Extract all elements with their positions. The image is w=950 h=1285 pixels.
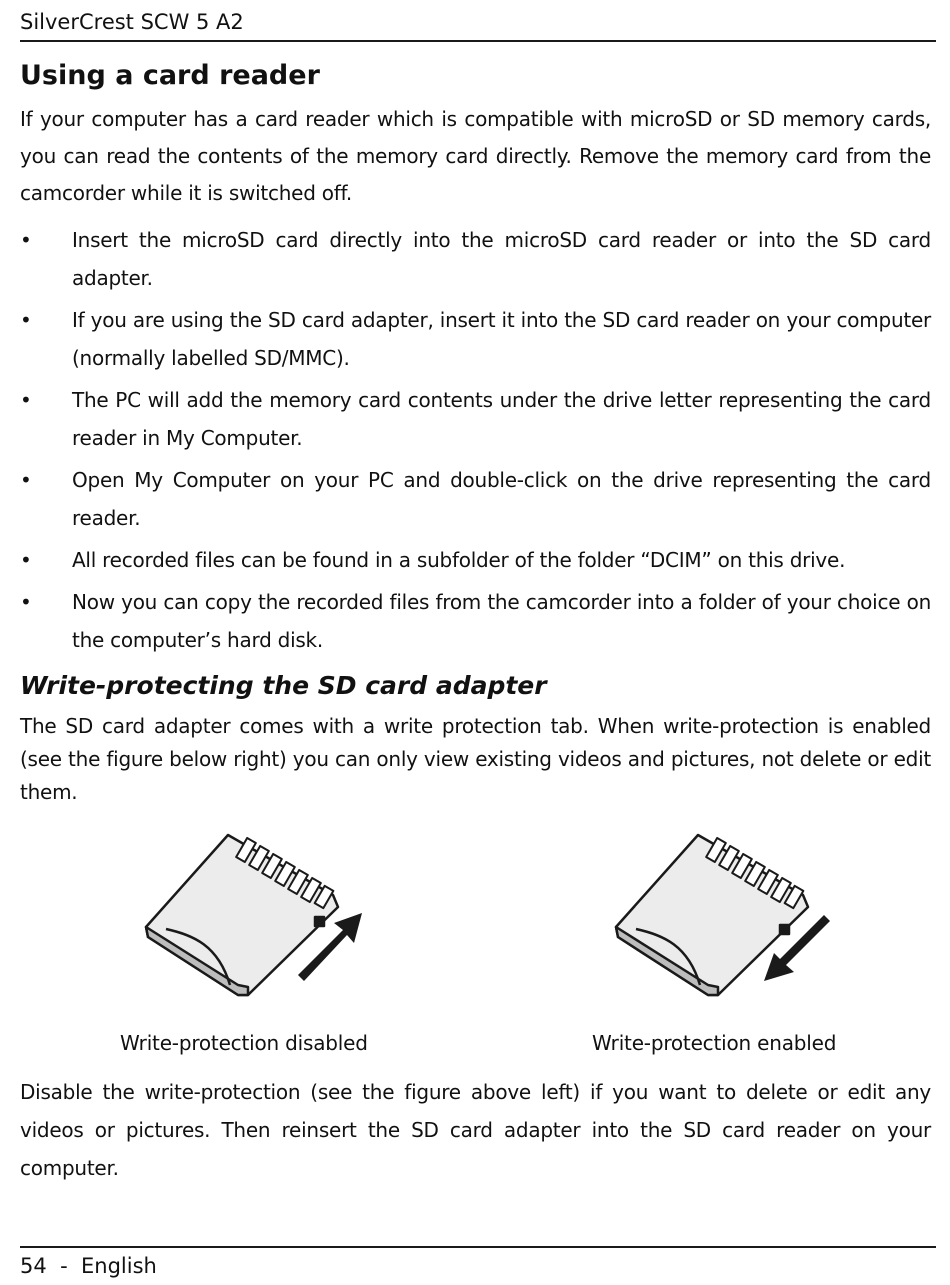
figure-write-protection-disabled (138, 825, 438, 1005)
bullet-icon: • (20, 308, 32, 332)
intro-paragraph: If your computer has a card reader which is compatible with microSD or SD memory cards, you can read the contents of the memory card directly. Remove the memory card from the camcorder while it is switched off. (20, 107, 931, 205)
running-header: SilverCrest SCW 5 A2 (20, 8, 936, 42)
list-item (20, 301, 931, 377)
section-title: Using a card reader (20, 60, 320, 91)
bullet-icon: • (20, 468, 32, 492)
list-item (20, 221, 931, 297)
bullet-icon: • (20, 388, 32, 412)
page-footer: 54 - English (20, 1246, 936, 1280)
list-item-text: Open My Computer on your PC and double-click on the drive representing the card reader. (72, 468, 931, 530)
list-item-text: Now you can copy the recorded files from the camcorder into a folder of your choice on the computer’s hard disk. (72, 590, 931, 652)
list-item-text: Insert the microSD card directly into the microSD card reader or into the SD card adapter. (72, 228, 931, 290)
subsection-title: Write-protecting the SD card adapter (20, 671, 547, 700)
list-item (20, 381, 931, 457)
bullet-icon: • (20, 590, 32, 614)
closing-paragraph: Disable the write-protection (see the figure above left) if you want to delete or edit any videos or pictures. Then reinsert the SD card adapter into the SD card reader on your computer. (20, 1080, 931, 1180)
list-item-text: The PC will add the memory card contents under the drive letter representing the card reader in My Computer. (72, 388, 931, 450)
list-item (20, 461, 931, 537)
write-protection-paragraph: The SD card adapter comes with a write protection tab. When write-protection is enabled (see the figure below right) you can only view existing videos and pictures, not delete or edit them. (20, 714, 931, 804)
sd-card-adapter-icon (608, 825, 838, 1005)
bullet-icon: • (20, 228, 32, 252)
list-item (20, 541, 931, 579)
figure-caption-enabled: Write-protection enabled (592, 1031, 837, 1055)
figure-caption-disabled: Write-protection disabled (120, 1031, 368, 1055)
list-item-text: If you are using the SD card adapter, insert it into the SD card reader on your computer (normally labelled SD/MMC). (72, 308, 931, 370)
sd-card-adapter-icon (138, 825, 368, 1005)
figure-write-protection-enabled (608, 825, 908, 1005)
list-item (20, 583, 931, 659)
instruction-list (20, 221, 931, 663)
bullet-icon: • (20, 548, 32, 572)
list-item-text: All recorded files can be found in a subfolder of the folder “DCIM” on this drive. (72, 548, 846, 572)
